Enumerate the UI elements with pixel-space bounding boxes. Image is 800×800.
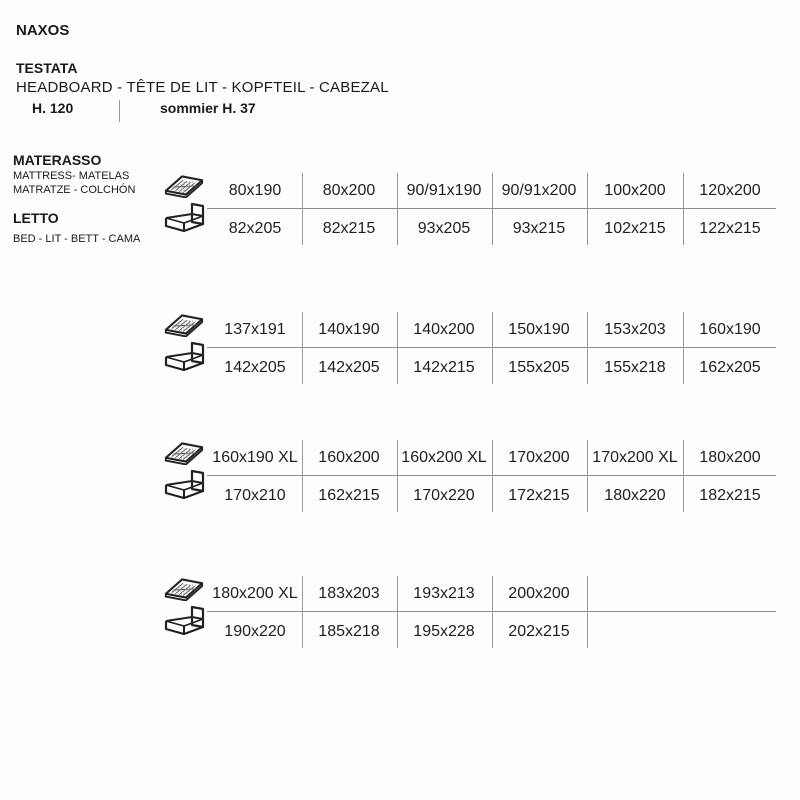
mattress-size-cell: 193x213 <box>413 585 475 602</box>
bed-size-cell: 190x220 <box>224 623 286 640</box>
bed-size-cell: 180x220 <box>604 487 666 504</box>
sommier-height: sommier H. 37 <box>160 100 256 116</box>
product-title: NAXOS <box>16 22 70 39</box>
headboard-height: H. 120 <box>32 100 74 116</box>
bed-size-cell: 142x205 <box>224 359 286 376</box>
bed-icon <box>162 469 208 499</box>
bed-size-cell: 155x218 <box>604 359 666 376</box>
mattress-size-cell: 150x190 <box>508 321 570 338</box>
mattress-label: MATERASSO <box>13 152 102 168</box>
mattress-icon <box>163 311 205 337</box>
bed-size-cell: 182x215 <box>699 487 761 504</box>
bed-size-cell: 172x215 <box>508 487 570 504</box>
mattress-size-cell: 183x203 <box>318 585 380 602</box>
bed-icon <box>162 341 208 371</box>
bed-label: LETTO <box>13 210 59 226</box>
bed-size-cell: 202x215 <box>508 623 570 640</box>
bed-size-cell: 142x215 <box>413 359 475 376</box>
mattress-size-cell: 140x190 <box>318 321 380 338</box>
headboard-divider <box>119 100 120 122</box>
bed-size-cell: 93x205 <box>417 220 471 237</box>
mattress-translations <box>13 170 135 197</box>
mattress-size-cell: 153x203 <box>604 321 666 338</box>
mattress-size-cell: 90/91x190 <box>406 182 482 199</box>
mattress-size-cell: 160x200 XL <box>401 449 487 466</box>
mattress-size-cell: 160x190 XL <box>212 449 298 466</box>
bed-size-cell: 170x210 <box>224 487 286 504</box>
mattress-size-cell: 160x200 <box>318 449 380 466</box>
mattress-icon <box>163 575 205 601</box>
bed-icon <box>162 605 208 635</box>
mattress-size-cell: 170x200 XL <box>592 449 678 466</box>
bed-size-cell: 142x205 <box>318 359 380 376</box>
headboard-translations: HEADBOARD - TÊTE DE LIT - KOPFTEIL - CABEZAL <box>16 79 389 96</box>
bed-size-cell: 122x215 <box>699 220 761 237</box>
mattress-size-cell: 200x200 <box>508 585 570 602</box>
mattress-size-cell: 120x200 <box>699 182 761 199</box>
mattress-size-cell: 80x190 <box>228 182 282 199</box>
bed-translations: BED - LIT - BETT - CAMA <box>13 233 141 245</box>
bed-size-cell: 155x205 <box>508 359 570 376</box>
mattress-size-cell: 137x191 <box>224 321 286 338</box>
bed-size-cell: 82x205 <box>228 220 282 237</box>
mattress-icon <box>163 172 205 198</box>
mattress-translation-line: MATRATZE - COLCHÓN <box>13 183 136 196</box>
bed-size-cell: 195x228 <box>413 623 475 640</box>
mattress-size-cell: 170x200 <box>508 449 570 466</box>
mattress-size-cell: 140x200 <box>413 321 475 338</box>
bed-size-cell: 93x215 <box>512 220 566 237</box>
bed-size-cell: 162x205 <box>699 359 761 376</box>
bed-size-cell: 82x215 <box>322 220 376 237</box>
bed-icon <box>162 202 208 232</box>
mattress-size-cell: 180x200 <box>699 449 761 466</box>
mattress-translation-line: MATTRESS- MATELAS <box>13 170 130 182</box>
mattress-icon <box>163 439 205 465</box>
column-divider <box>587 576 588 648</box>
bed-size-cell: 162x215 <box>318 487 380 504</box>
bed-size-cell: 170x220 <box>413 487 475 504</box>
mattress-size-cell: 100x200 <box>604 182 666 199</box>
bed-size-cell: 102x215 <box>604 220 666 237</box>
bed-size-cell: 185x218 <box>318 623 380 640</box>
mattress-size-cell: 80x200 <box>322 182 376 199</box>
headboard-label: TESTATA <box>16 60 78 76</box>
mattress-size-cell: 180x200 XL <box>212 585 298 602</box>
mattress-size-cell: 160x190 <box>699 321 761 338</box>
mattress-size-cell: 90/91x200 <box>501 182 577 199</box>
